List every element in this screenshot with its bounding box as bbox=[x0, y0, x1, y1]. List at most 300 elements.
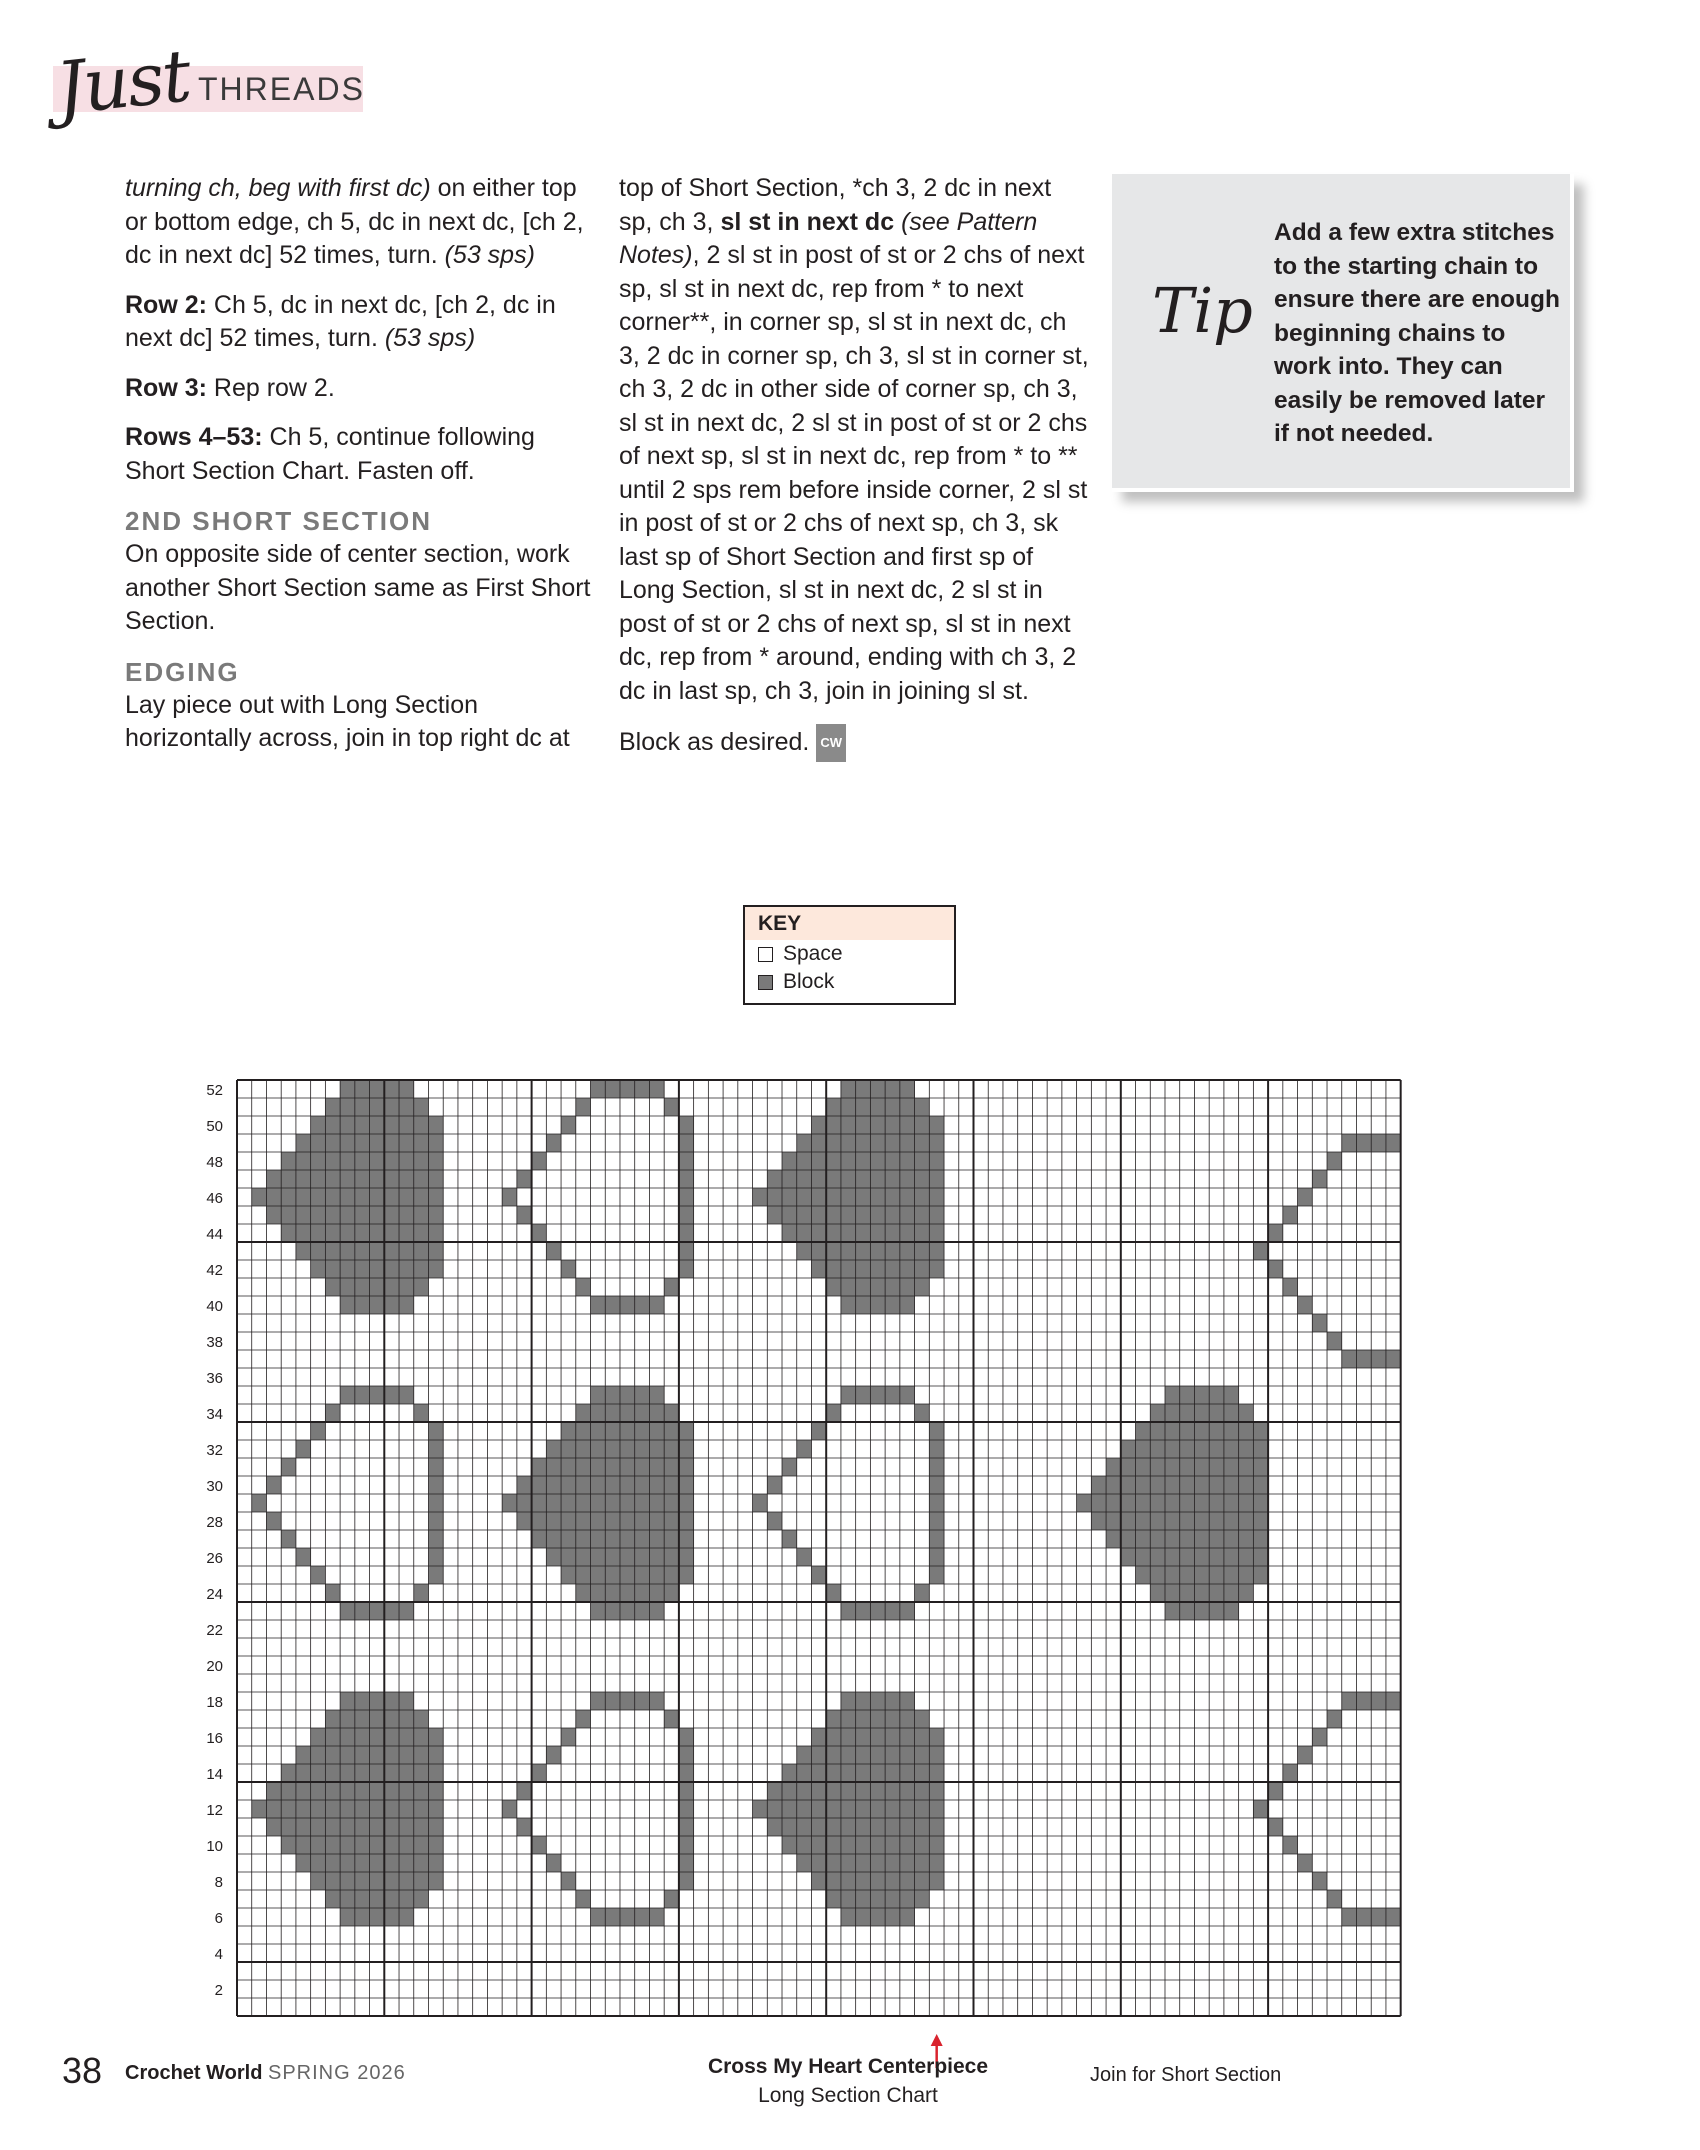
block-cell bbox=[841, 1098, 856, 1116]
block-cell bbox=[635, 1566, 650, 1584]
block-cell bbox=[546, 1548, 561, 1566]
block-cell bbox=[517, 1818, 532, 1836]
block-cell bbox=[767, 1188, 782, 1206]
block-cell bbox=[679, 1152, 694, 1170]
block-cell bbox=[1165, 1512, 1180, 1530]
join-note: Join for Short Section bbox=[1090, 2064, 1282, 2086]
block-cell bbox=[1224, 1566, 1239, 1584]
text: top of Short Section, *ch 3, 2 dc in next sp, ch 3, bbox=[619, 174, 1052, 236]
block-cell bbox=[929, 1494, 944, 1512]
block-cell bbox=[605, 1584, 620, 1602]
block-cell bbox=[384, 1188, 399, 1206]
block-cell bbox=[679, 1746, 694, 1764]
block-cell bbox=[841, 1692, 856, 1710]
block-cell bbox=[900, 1188, 915, 1206]
block-cell bbox=[1371, 1350, 1386, 1368]
block-cell bbox=[1136, 1530, 1151, 1548]
block-cell bbox=[664, 1584, 679, 1602]
block-cell bbox=[414, 1710, 429, 1728]
block-cell bbox=[370, 1602, 385, 1620]
block-cell bbox=[811, 1800, 826, 1818]
block-cell bbox=[561, 1494, 576, 1512]
block-cell bbox=[546, 1458, 561, 1476]
block-cell bbox=[856, 1116, 871, 1134]
block-cell bbox=[900, 1296, 915, 1314]
row-label: 46 bbox=[206, 1190, 223, 1207]
block-cell bbox=[1239, 1476, 1254, 1494]
block-cell bbox=[281, 1836, 296, 1854]
block-cell bbox=[370, 1224, 385, 1242]
block-cell bbox=[370, 1782, 385, 1800]
block-cell bbox=[1209, 1548, 1224, 1566]
block-cell bbox=[1298, 1188, 1313, 1206]
block-cell bbox=[885, 1152, 900, 1170]
block-cell bbox=[664, 1440, 679, 1458]
block-cell bbox=[1165, 1548, 1180, 1566]
block-cell bbox=[428, 1836, 443, 1854]
block-cell bbox=[620, 1422, 635, 1440]
block-cell bbox=[929, 1818, 944, 1836]
block-cell bbox=[399, 1242, 414, 1260]
block-cell bbox=[856, 1728, 871, 1746]
block-cell bbox=[856, 1890, 871, 1908]
block-cell bbox=[384, 1854, 399, 1872]
block-cell bbox=[811, 1152, 826, 1170]
block-cell bbox=[782, 1530, 797, 1548]
block-cell bbox=[841, 1818, 856, 1836]
block-cell bbox=[900, 1080, 915, 1098]
block-cell bbox=[1209, 1530, 1224, 1548]
block-cell bbox=[826, 1764, 841, 1782]
block-cell bbox=[517, 1512, 532, 1530]
block-cell bbox=[591, 1908, 606, 1926]
block-cell bbox=[649, 1422, 664, 1440]
block-cell bbox=[870, 1836, 885, 1854]
block-cell bbox=[384, 1296, 399, 1314]
block-cell bbox=[620, 1548, 635, 1566]
block-cell bbox=[1239, 1584, 1254, 1602]
block-cell bbox=[885, 1080, 900, 1098]
block-cell bbox=[340, 1206, 355, 1224]
block-cell bbox=[355, 1854, 370, 1872]
block-cell bbox=[281, 1188, 296, 1206]
block-cell bbox=[591, 1296, 606, 1314]
block-cell bbox=[900, 1746, 915, 1764]
block-cell bbox=[870, 1134, 885, 1152]
block-cell bbox=[311, 1260, 326, 1278]
block-cell bbox=[266, 1818, 281, 1836]
row-label: 18 bbox=[206, 1694, 223, 1711]
block-cell bbox=[929, 1476, 944, 1494]
block-cell bbox=[325, 1728, 340, 1746]
block-cell bbox=[1268, 1260, 1283, 1278]
block-cell bbox=[1194, 1476, 1209, 1494]
block-cell bbox=[826, 1800, 841, 1818]
block-cell bbox=[1239, 1494, 1254, 1512]
block-cell bbox=[915, 1224, 930, 1242]
block-cell bbox=[399, 1872, 414, 1890]
block-cell bbox=[532, 1494, 547, 1512]
block-cell bbox=[384, 1080, 399, 1098]
block-cell bbox=[1312, 1170, 1327, 1188]
block-cell bbox=[841, 1872, 856, 1890]
block-cell bbox=[1165, 1476, 1180, 1494]
block-cell bbox=[428, 1188, 443, 1206]
block-cell bbox=[576, 1440, 591, 1458]
block-cell bbox=[605, 1296, 620, 1314]
block-cell bbox=[1312, 1314, 1327, 1332]
block-cell bbox=[428, 1728, 443, 1746]
block-cell bbox=[1180, 1476, 1195, 1494]
block-cell bbox=[679, 1458, 694, 1476]
block-cell bbox=[841, 1116, 856, 1134]
block-cell bbox=[841, 1152, 856, 1170]
block-cell bbox=[900, 1818, 915, 1836]
block-cell bbox=[870, 1710, 885, 1728]
block-cell bbox=[929, 1206, 944, 1224]
block-cell bbox=[355, 1224, 370, 1242]
block-cell bbox=[1268, 1224, 1283, 1242]
block-cell bbox=[1209, 1476, 1224, 1494]
block-cell bbox=[900, 1170, 915, 1188]
block-cell bbox=[605, 1566, 620, 1584]
block-cell bbox=[428, 1782, 443, 1800]
block-cell bbox=[1180, 1422, 1195, 1440]
block-cell bbox=[1209, 1512, 1224, 1530]
block-cell bbox=[826, 1746, 841, 1764]
block-cell bbox=[826, 1872, 841, 1890]
block-cell bbox=[399, 1854, 414, 1872]
block-cell bbox=[664, 1494, 679, 1512]
block-cell bbox=[340, 1152, 355, 1170]
block-cell bbox=[605, 1908, 620, 1926]
chart-subtitle: Long Section Chart bbox=[758, 2084, 938, 2107]
block-cell bbox=[340, 1260, 355, 1278]
block-cell bbox=[591, 1548, 606, 1566]
block-cell bbox=[576, 1422, 591, 1440]
row-label: 38 bbox=[206, 1334, 223, 1351]
block-cell bbox=[826, 1818, 841, 1836]
block-cell bbox=[428, 1206, 443, 1224]
block-cell bbox=[428, 1440, 443, 1458]
text: Block as desired. bbox=[619, 728, 817, 756]
block-cell bbox=[340, 1710, 355, 1728]
row-label: 8 bbox=[214, 1874, 223, 1891]
block-cell bbox=[399, 1224, 414, 1242]
block-cell bbox=[1194, 1494, 1209, 1512]
block-cell bbox=[384, 1836, 399, 1854]
block-cell bbox=[370, 1764, 385, 1782]
block-cell bbox=[576, 1512, 591, 1530]
block-cell bbox=[885, 1710, 900, 1728]
block-cell bbox=[915, 1764, 930, 1782]
block-cell bbox=[679, 1188, 694, 1206]
block-cell bbox=[1194, 1512, 1209, 1530]
block-cell bbox=[1239, 1404, 1254, 1422]
block-cell bbox=[782, 1458, 797, 1476]
block-cell bbox=[340, 1224, 355, 1242]
block-cell bbox=[1209, 1422, 1224, 1440]
block-cell bbox=[370, 1242, 385, 1260]
block-cell bbox=[620, 1566, 635, 1584]
block-cell bbox=[1121, 1458, 1136, 1476]
block-cell bbox=[1224, 1494, 1239, 1512]
block-cell bbox=[841, 1782, 856, 1800]
block-cell bbox=[605, 1404, 620, 1422]
block-cell bbox=[296, 1242, 311, 1260]
block-cell bbox=[856, 1242, 871, 1260]
block-cell bbox=[325, 1224, 340, 1242]
block-cell bbox=[384, 1386, 399, 1404]
block-cell bbox=[605, 1494, 620, 1512]
block-cell bbox=[370, 1746, 385, 1764]
block-cell bbox=[532, 1764, 547, 1782]
row-label: 44 bbox=[206, 1226, 223, 1243]
magazine-footer bbox=[125, 2062, 406, 2085]
block-cell bbox=[414, 1206, 429, 1224]
block-cell bbox=[355, 1296, 370, 1314]
block-cell bbox=[841, 1188, 856, 1206]
block-cell bbox=[325, 1710, 340, 1728]
block-cell bbox=[885, 1782, 900, 1800]
block-cell bbox=[325, 1800, 340, 1818]
block-cell bbox=[929, 1836, 944, 1854]
block-cell bbox=[325, 1260, 340, 1278]
block-cell bbox=[296, 1170, 311, 1188]
block-cell bbox=[826, 1170, 841, 1188]
row-label: 24 bbox=[206, 1586, 223, 1603]
block-cell bbox=[929, 1170, 944, 1188]
block-cell bbox=[856, 1206, 871, 1224]
block-cell bbox=[826, 1404, 841, 1422]
block-cell bbox=[841, 1224, 856, 1242]
block-cell bbox=[1106, 1530, 1121, 1548]
block-cell bbox=[1283, 1206, 1298, 1224]
block-cell bbox=[767, 1782, 782, 1800]
block-cell bbox=[1327, 1710, 1342, 1728]
block-cell bbox=[1150, 1458, 1165, 1476]
block-cell bbox=[679, 1494, 694, 1512]
block-cell bbox=[370, 1296, 385, 1314]
block-cell bbox=[1209, 1458, 1224, 1476]
block-cell bbox=[311, 1872, 326, 1890]
block-cell bbox=[679, 1242, 694, 1260]
block-cell bbox=[311, 1116, 326, 1134]
block-cell bbox=[414, 1224, 429, 1242]
block-cell bbox=[1121, 1512, 1136, 1530]
block-cell bbox=[340, 1728, 355, 1746]
block-cell bbox=[841, 1260, 856, 1278]
block-cell bbox=[370, 1692, 385, 1710]
block-cell bbox=[1136, 1476, 1151, 1494]
block-cell bbox=[517, 1170, 532, 1188]
block-cell bbox=[414, 1854, 429, 1872]
block-cell bbox=[679, 1854, 694, 1872]
block-cell bbox=[649, 1080, 664, 1098]
block-cell bbox=[311, 1566, 326, 1584]
block-cell bbox=[870, 1854, 885, 1872]
block-cell bbox=[915, 1782, 930, 1800]
block-cell bbox=[679, 1134, 694, 1152]
block-cell bbox=[428, 1800, 443, 1818]
row-label: 32 bbox=[206, 1442, 223, 1459]
block-cell bbox=[532, 1476, 547, 1494]
block-cell bbox=[355, 1116, 370, 1134]
block-cell bbox=[296, 1134, 311, 1152]
block-cell bbox=[841, 1206, 856, 1224]
block-cell bbox=[384, 1260, 399, 1278]
block-cell bbox=[1224, 1530, 1239, 1548]
block-cell bbox=[870, 1800, 885, 1818]
block-cell bbox=[414, 1584, 429, 1602]
block-cell bbox=[546, 1854, 561, 1872]
block-cell bbox=[355, 1728, 370, 1746]
block-cell bbox=[797, 1188, 812, 1206]
block-cell bbox=[635, 1458, 650, 1476]
block-cell bbox=[870, 1170, 885, 1188]
block-cell bbox=[885, 1728, 900, 1746]
block-cell bbox=[252, 1188, 267, 1206]
block-cell bbox=[1224, 1386, 1239, 1404]
block-cell bbox=[870, 1152, 885, 1170]
block-cell bbox=[576, 1548, 591, 1566]
block-cell bbox=[1106, 1494, 1121, 1512]
block-cell bbox=[266, 1800, 281, 1818]
block-cell bbox=[649, 1566, 664, 1584]
block-cell bbox=[885, 1188, 900, 1206]
block-cell bbox=[340, 1872, 355, 1890]
block-cell bbox=[311, 1224, 326, 1242]
text: on either top or bottom edge, ch 5, dc in next dc, [ch 2, dc in next dc] 52 times, turn. bbox=[125, 174, 584, 269]
block-cell bbox=[370, 1728, 385, 1746]
block-cell bbox=[635, 1440, 650, 1458]
block-cell bbox=[1239, 1458, 1254, 1476]
block-cell bbox=[384, 1152, 399, 1170]
block-cell bbox=[900, 1728, 915, 1746]
block-cell bbox=[414, 1242, 429, 1260]
block-cell bbox=[679, 1818, 694, 1836]
block-cell bbox=[870, 1098, 885, 1116]
block-cell bbox=[561, 1476, 576, 1494]
block-cell bbox=[502, 1188, 517, 1206]
block-cell bbox=[635, 1692, 650, 1710]
block-cell bbox=[384, 1764, 399, 1782]
block-cell bbox=[900, 1278, 915, 1296]
block-cell bbox=[870, 1206, 885, 1224]
block-cell bbox=[1194, 1386, 1209, 1404]
section-heading: EDGING bbox=[125, 656, 240, 687]
block-cell bbox=[870, 1818, 885, 1836]
block-cell bbox=[384, 1872, 399, 1890]
block-cell bbox=[1342, 1692, 1357, 1710]
block-cell bbox=[576, 1404, 591, 1422]
block-cell bbox=[856, 1692, 871, 1710]
block-cell bbox=[1224, 1476, 1239, 1494]
block-cell bbox=[340, 1278, 355, 1296]
block-cell bbox=[384, 1782, 399, 1800]
brand-script: Just bbox=[51, 33, 194, 131]
block-cell bbox=[355, 1764, 370, 1782]
block-cell bbox=[826, 1836, 841, 1854]
block-cell bbox=[414, 1890, 429, 1908]
block-cell bbox=[915, 1818, 930, 1836]
block-cell bbox=[885, 1818, 900, 1836]
block-cell bbox=[384, 1818, 399, 1836]
block-cell bbox=[1342, 1350, 1357, 1368]
block-cell bbox=[281, 1818, 296, 1836]
block-cell bbox=[767, 1170, 782, 1188]
block-cell bbox=[591, 1692, 606, 1710]
block-cell bbox=[1239, 1422, 1254, 1440]
block-cell bbox=[870, 1872, 885, 1890]
block-cell bbox=[355, 1692, 370, 1710]
block-cell bbox=[782, 1818, 797, 1836]
block-cell bbox=[811, 1782, 826, 1800]
block-cell bbox=[428, 1134, 443, 1152]
block-cell bbox=[782, 1764, 797, 1782]
text-italic: turning ch, beg with first dc) bbox=[125, 174, 431, 202]
block-cell bbox=[1327, 1332, 1342, 1350]
tip-text: Add a few extra stitches to the starting chain to ensure there are enough beginning chains to work into. They can easily be removed later if not needed. bbox=[1274, 219, 1560, 447]
block-cell bbox=[753, 1188, 768, 1206]
block-cell bbox=[1239, 1440, 1254, 1458]
block-cell bbox=[370, 1386, 385, 1404]
section-heading: 2ND SHORT SECTION bbox=[125, 506, 433, 536]
block-cell bbox=[1091, 1512, 1106, 1530]
block-cell bbox=[325, 1404, 340, 1422]
block-cell bbox=[1194, 1584, 1209, 1602]
block-cell bbox=[620, 1476, 635, 1494]
block-cell bbox=[635, 1548, 650, 1566]
row-label: 4 bbox=[214, 1946, 223, 1963]
block-cell bbox=[885, 1908, 900, 1926]
block-cell bbox=[296, 1746, 311, 1764]
block-cell bbox=[355, 1908, 370, 1926]
block-cell bbox=[856, 1800, 871, 1818]
block-cell bbox=[1356, 1692, 1371, 1710]
block-cell bbox=[414, 1278, 429, 1296]
block-cell bbox=[856, 1134, 871, 1152]
block-cell bbox=[355, 1710, 370, 1728]
block-cell bbox=[340, 1908, 355, 1926]
row-label: 50 bbox=[206, 1118, 223, 1135]
block-cell bbox=[1150, 1548, 1165, 1566]
block-cell bbox=[870, 1116, 885, 1134]
block-cell bbox=[325, 1746, 340, 1764]
block-cell bbox=[915, 1854, 930, 1872]
block-cell bbox=[885, 1854, 900, 1872]
block-cell bbox=[355, 1188, 370, 1206]
block-cell bbox=[428, 1548, 443, 1566]
block-cell bbox=[915, 1404, 930, 1422]
block-cell bbox=[1224, 1422, 1239, 1440]
block-cell bbox=[915, 1188, 930, 1206]
block-cell bbox=[929, 1548, 944, 1566]
block-cell bbox=[885, 1170, 900, 1188]
block-cell bbox=[384, 1800, 399, 1818]
row-label: 2 bbox=[214, 1982, 223, 1999]
block-cell bbox=[281, 1170, 296, 1188]
block-cell bbox=[826, 1188, 841, 1206]
block-cell bbox=[870, 1080, 885, 1098]
block-cell bbox=[281, 1764, 296, 1782]
block-cell bbox=[1180, 1602, 1195, 1620]
block-cell bbox=[664, 1422, 679, 1440]
block-cell bbox=[826, 1242, 841, 1260]
block-cell bbox=[384, 1206, 399, 1224]
block-cell bbox=[399, 1728, 414, 1746]
block-cell bbox=[1150, 1566, 1165, 1584]
